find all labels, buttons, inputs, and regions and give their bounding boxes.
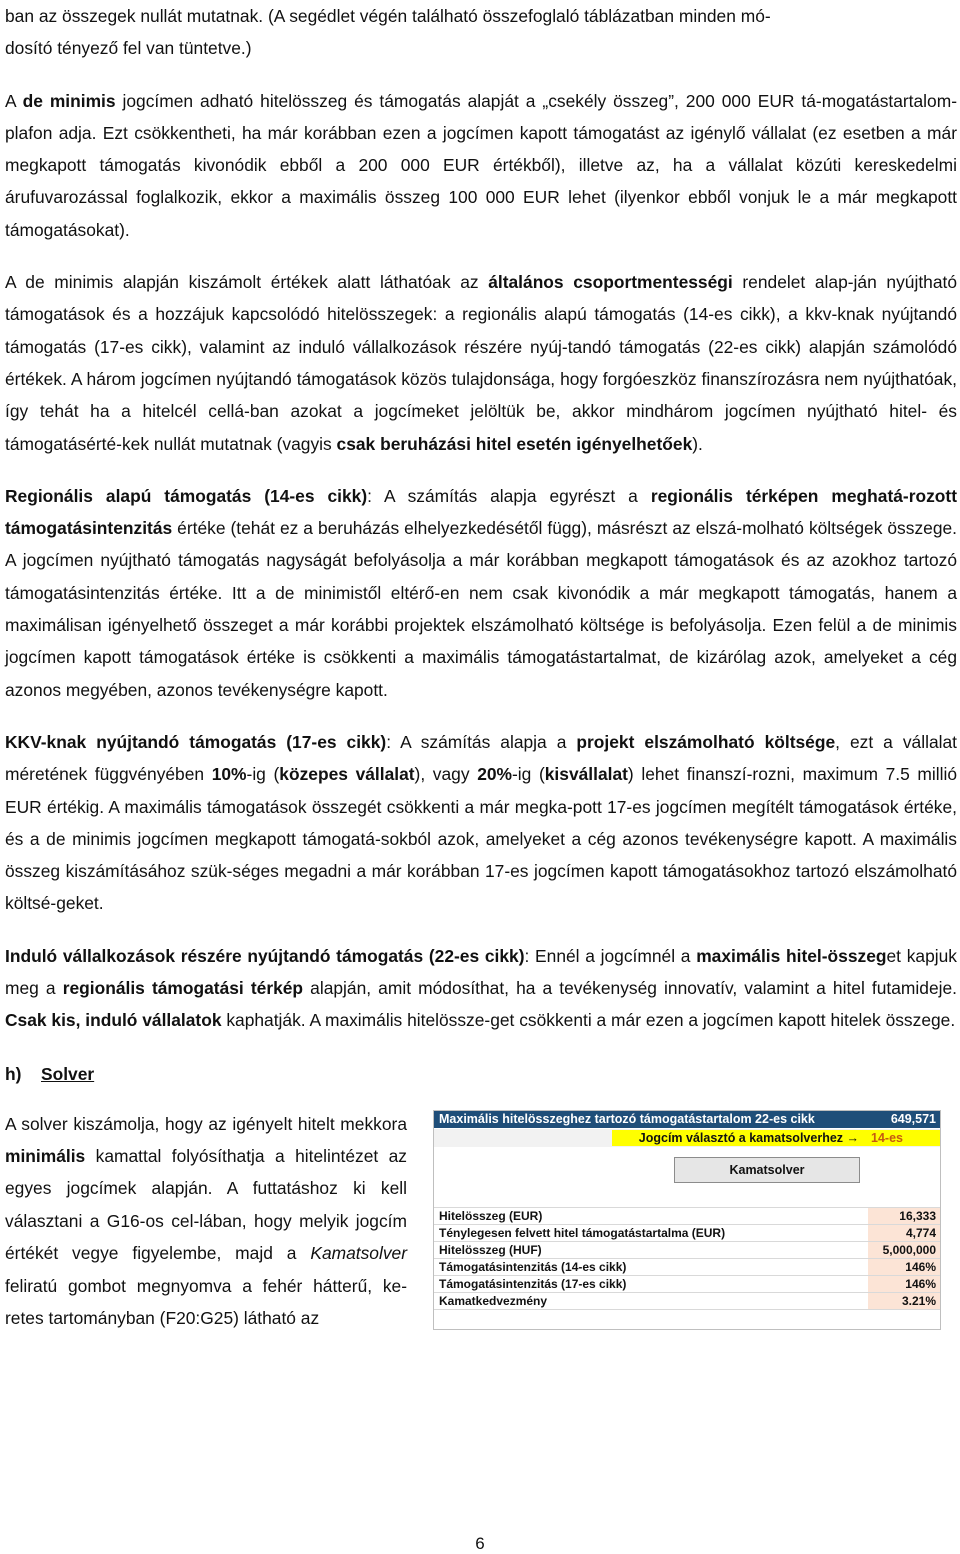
paragraph-text: dosító tényező fel van tüntetve.) [5,38,252,59]
row-value: 16,333 [899,1208,936,1223]
table-row [434,1276,940,1293]
solver-section [5,1108,957,1398]
section-letter: h) [5,1063,22,1084]
table-row [434,1259,940,1276]
document-page [5,0,957,1398]
paragraph-text: ban az összegek nullát mutatnak. (A segédlet végén található összefoglaló táblázatban minden mó- [5,6,771,26]
paragraph-startup-aid: Induló vállalkozások részére nyújtandó támogatás (22-es cikk): Ennél a jogcímnél a maximális hitel-összeget kapjuk meg a regionális támogatási térkép alapján, amit módosíthat, ha a tevékenység innovatív, valamint a hitel futamideje. Csak kis, induló vállalatok kaphatják. A maximális hitelössze-get csökkenti a már ezen a jogcímen kapott hitelek összege. [5,945,958,1031]
row-label: Ténylegesen felvett hitel támogatástartalma (EUR) [439,1225,726,1240]
sheet-header-value: 649,571 [882,1111,940,1128]
table-row [434,1242,940,1259]
page-number: 6 [475,1534,485,1553]
row-label: Támogatásintenzitás (14-es cikk) [439,1259,627,1274]
row-label: Kamatkedvezmény [439,1293,548,1308]
sheet-header-label: Maximális hitelösszeghez tartozó támogatástartalom 22-es cikk [439,1111,815,1126]
sheet-select-row [434,1129,940,1147]
row-value: 3.21% [901,1293,936,1308]
row-label: Hitelösszeg (HUF) [439,1242,542,1257]
row-value: 146% [905,1259,936,1274]
paragraph-intro [5,0,957,65]
paragraph-sme-aid: KKV-knak nyújtandó támogatás (17-es cikk): A számítás alapja a projekt elszámolható költsége, ezt a vállalat méretének függvényében 10%-ig (közepes vállalat), vagy 20%-ig (kisvállalat) lehet finanszí-rozni, maximum 7.5 millió EUR értékig. A maximális támogatások összegét csökkenti a már megka-pott 17-es jogcímen megítélt támogatások értéke, és a de minimis jogcímen megkapott támogatá-sokból azok, amelyeket a cég azonos tevékenységre kapott. A maximális összeg kiszámításához szük-séges megadni a már korábban 17-es jogcímen kapott támogatásokhoz tartozó elszámolható költsé-geket. [5,731,958,914]
row-value: 146% [905,1276,936,1291]
row-value: 4,774 [905,1225,936,1240]
paragraph-de-minimis: A de minimis jogcímen adható hitelösszeg és támogatás alapját a „csekély összeg”, 200 000 EUR tá-mogatástartalom-plafon adja. Ezt csökkentheti, ha már korábban ezen a jogcímen kapott támogatást az igénylő vállalat (ez esetben a már megkapott támogatás kivonódik ebből a 200 000 EUR értékből), illetve az, ha a vállalat közúti kereskedelmi árufuvarozással foglalkozik, ekkor a maximális összeg 100 000 EUR lehet (ilyenkor ebből vonjuk le a már megkapott támogatásokat). [5,90,958,240]
paragraph-gber: A de minimis alapján kiszámolt értékek alatt láthatóak az általános csoportmentességi rendelet alap-ján nyújtható támogatások és a hozzájuk kapcsolódó hitelösszegek: a regionális alapú támogatás (14-es cikk), a kkv-knak nyújtandó támogatás (17-es cikk), valamint az induló vállalkozások részére nyúj-tandó támogatás (22-es cikk) alapján számolódó értékek. A három jogcímen nyújtandó támogatások közös tulajdonsága, hogy forgóeszköz finanszírozásra nem nyújthatóak, így tehát ha a hitelcél cellá-ban azokat a jogcímeket jelöltük be, akkor mindhárom jogcímen nyújtható hitel- és támogatásérté-kek nullát mutatnak (vagyis csak beruházási hitel esetén igényelhetőek). [5,272,958,454]
table-row [434,1207,940,1225]
jogcim-select-cell[interactable]: 14-es [865,1130,940,1146]
kamatsolver-button[interactable]: Kamatsolver [674,1157,860,1183]
row-label: Támogatásintenzitás (17-es cikk) [439,1276,627,1291]
table-row [434,1225,940,1242]
solver-description: A solver kiszámolja, hogy az igényelt hitelt mekkora minimális kamattal folyósíthatja a hitelintézet az egyes jogcímek alapján. A futtatáshoz ki kell választani a G16-os cel-lában, hogy melyik jogcím értékét vegye figyelembe, majd a Kamatsolver feliratú gombot megnyomva a fehér hátterű, ke-retes tartományban (F20:G25) látható az [5,1113,407,1329]
result-table [434,1207,940,1310]
section-heading-solver [5,1058,957,1090]
paragraph-regional-aid: Regionális alapú támogatás (14-es cikk): A számítás alapja egyrészt a regionális térképen meghatá-rozott támogatásintenzitás értéke (tehát ez a beruházás elhelyezkedésétől függ), másrészt az elszá-molható költségek összege. A jogcímen nyújtható támogatás nagyságát befolyásolja a már korábban megkapott támogatások és az azokhoz tartozó támogatásintenzitás értéke. Itt a de minimistől eltérő-en nem csak kivonódik a már megkapott támogatás, hanem a maximálisan igényelhető összeget a már korábbi projektek elszámolható költsége is befolyásolja. Ezen felül a de minimis jogcímen kapott támogatások értéke is csökkenti a maximális támogatástartalmat, de kizárólag azok, amelyeket a cég azonos megyében, azonos tevékenységre kapott. [5,485,957,700]
sheet-header-row [434,1111,940,1128]
row-value: 5,000,000 [882,1242,936,1257]
select-label: Jogcím választó a kamatsolverhez → [612,1130,865,1146]
row-label: Hitelösszeg (EUR) [439,1208,543,1223]
spreadsheet-screenshot [433,1110,941,1330]
section-title: Solver [41,1063,95,1084]
table-row [434,1293,940,1310]
